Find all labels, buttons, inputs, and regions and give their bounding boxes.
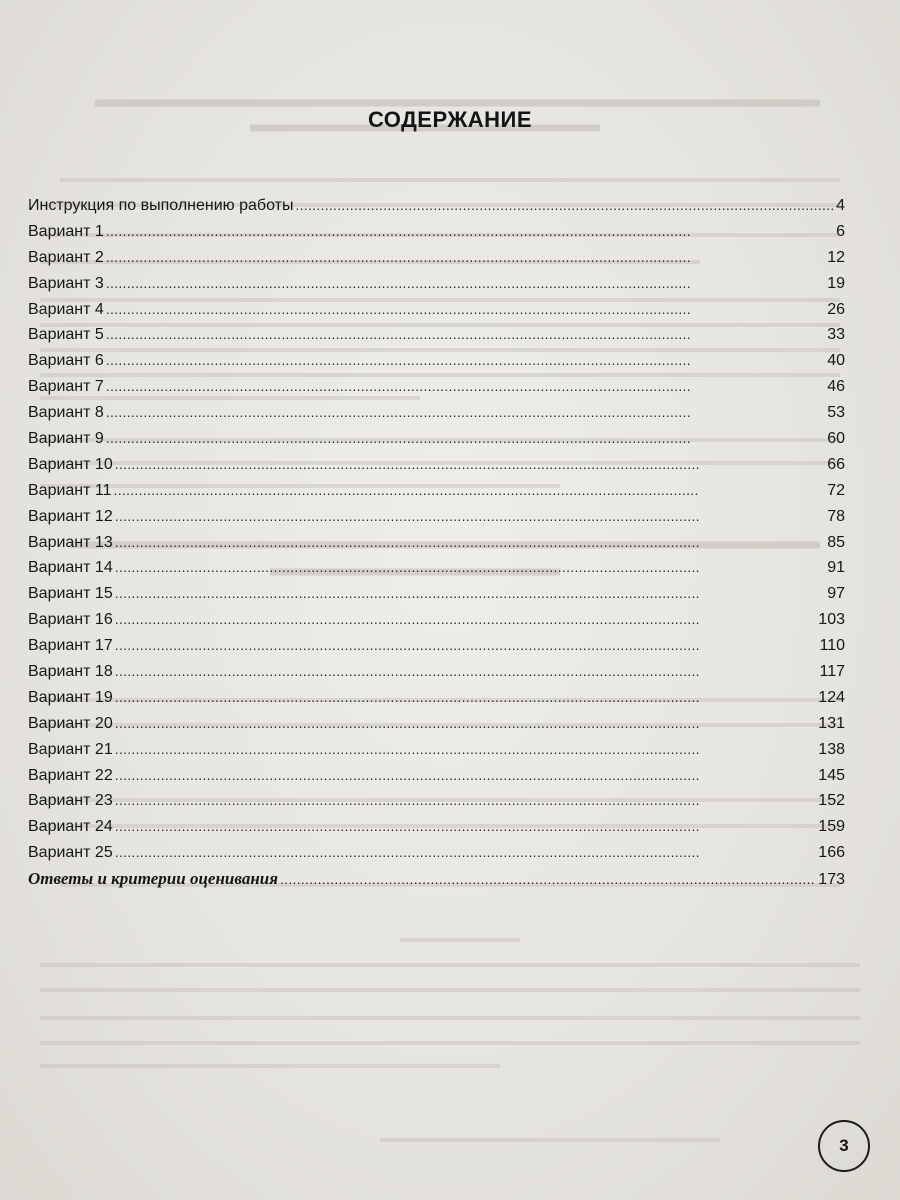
toc-entry-label: Вариант 12 [28, 507, 113, 525]
toc-entry-page: 117 [819, 663, 845, 681]
toc-dot-leader [115, 763, 817, 789]
toc-entry-label: Вариант 15 [28, 585, 113, 603]
toc-dot-leader [114, 478, 826, 504]
toc-dot-leader [115, 659, 818, 685]
toc-entry-label: Вариант 8 [28, 404, 104, 422]
toc-entry-page: 40 [827, 352, 845, 370]
toc-dot-leader [106, 322, 825, 348]
toc-entry-page: 53 [827, 404, 845, 422]
toc-entry-label: Вариант 14 [28, 559, 113, 577]
toc-entry-label: Вариант 16 [28, 611, 113, 629]
toc-entry [28, 322, 845, 348]
toc-dot-leader [115, 504, 825, 530]
toc-entry-label: Вариант 7 [28, 378, 104, 396]
toc-entry [28, 633, 845, 659]
toc-entry-label: Вариант 5 [28, 326, 104, 344]
toc-entry [28, 866, 845, 892]
toc-entry-page: 110 [819, 637, 845, 655]
toc-dot-leader [106, 400, 825, 426]
toc-entry [28, 711, 845, 737]
toc-entry [28, 737, 845, 763]
toc-dot-leader [106, 219, 834, 245]
toc-entry [28, 763, 845, 789]
toc-entry [28, 659, 845, 685]
toc-entry [28, 555, 845, 581]
toc-dot-leader [115, 530, 825, 556]
toc-entry-label: Вариант 18 [28, 663, 113, 681]
toc-entry-label: Инструкция по выполнению работы [28, 197, 294, 214]
toc-entry [28, 271, 845, 297]
toc-entry-page: 131 [818, 714, 845, 732]
toc-entry-page: 60 [827, 430, 845, 448]
toc-dot-leader [115, 814, 817, 840]
toc-entry-label: Вариант 25 [28, 844, 113, 862]
toc-entry-label: Вариант 6 [28, 352, 104, 370]
toc-dot-leader [115, 685, 817, 711]
toc-entry-label: Вариант 13 [28, 533, 113, 551]
toc-entry-label: Вариант 22 [28, 766, 113, 784]
toc-entry-page: 72 [827, 481, 845, 499]
toc-dot-leader [106, 271, 825, 297]
toc-entry-page: 145 [818, 766, 845, 784]
toc-entry-label: Вариант 11 [28, 481, 112, 499]
toc-entry-page: 19 [827, 274, 845, 292]
toc-entry [28, 193, 845, 219]
toc-entry-page: 103 [818, 611, 845, 629]
toc-entry-label: Вариант 10 [28, 455, 113, 473]
toc-entry [28, 814, 845, 840]
page-title: СОДЕРЖАНИЕ [367, 106, 533, 132]
toc-entry [28, 348, 845, 374]
toc-dot-leader [115, 711, 817, 737]
toc-entry [28, 245, 845, 271]
toc-entry-label: Вариант 4 [28, 300, 104, 318]
toc-entry-page: 26 [827, 300, 845, 318]
table-of-contents [28, 193, 845, 892]
toc-dot-leader [115, 633, 818, 659]
toc-entry [28, 297, 845, 323]
toc-dot-leader [280, 867, 816, 893]
toc-entry [28, 400, 845, 426]
toc-entry-page: 85 [827, 533, 845, 551]
toc-dot-leader [115, 737, 817, 763]
toc-entry-page: 6 [836, 222, 845, 240]
toc-entry-page: 152 [818, 792, 845, 810]
toc-dot-leader [106, 245, 825, 271]
toc-dot-leader [106, 374, 825, 400]
toc-entry-page: 159 [818, 818, 845, 836]
toc-entry-label: Вариант 9 [28, 430, 104, 448]
toc-entry [28, 219, 845, 245]
toc-entry [28, 504, 845, 530]
toc-dot-leader [295, 193, 834, 219]
toc-entry [28, 607, 845, 633]
toc-entry-page: 124 [818, 688, 845, 706]
toc-entry-label: Вариант 23 [28, 792, 113, 810]
toc-entry-page: 66 [827, 455, 845, 473]
toc-entry [28, 530, 845, 556]
toc-entry [28, 788, 845, 814]
toc-entry [28, 840, 845, 866]
toc-entry-page: 91 [827, 559, 845, 577]
toc-entry-page: 33 [827, 326, 845, 344]
toc-entry [28, 685, 845, 711]
toc-entry [28, 478, 845, 504]
toc-entry-page: 173 [818, 871, 845, 889]
toc-dot-leader [106, 426, 825, 452]
toc-entry-label: Вариант 3 [28, 274, 104, 292]
toc-entry [28, 426, 845, 452]
toc-entry-page: 4 [836, 197, 845, 214]
toc-dot-leader [106, 297, 825, 323]
toc-entry-page: 138 [818, 740, 845, 758]
toc-entry-label: Вариант 20 [28, 714, 113, 732]
toc-dot-leader [115, 555, 825, 581]
toc-dot-leader [106, 348, 825, 374]
toc-entry-label: Вариант 24 [28, 818, 113, 836]
toc-entry-page: 97 [827, 585, 845, 603]
toc-dot-leader [115, 788, 817, 814]
toc-entry [28, 452, 845, 478]
toc-dot-leader [115, 452, 825, 478]
toc-dot-leader [115, 581, 825, 607]
toc-entry-label: Вариант 1 [28, 222, 104, 240]
toc-entry [28, 374, 845, 400]
toc-entry-label: Ответы и критерии оценивания [28, 869, 278, 889]
page-number: 3 [839, 1136, 849, 1155]
toc-entry-page: 166 [818, 844, 845, 862]
toc-entry-page: 78 [827, 507, 845, 525]
toc-entry-page: 12 [827, 248, 845, 266]
toc-entry [28, 581, 845, 607]
toc-entry-label: Вариант 2 [28, 248, 104, 266]
toc-entry-label: Вариант 19 [28, 688, 113, 706]
page-number-badge [818, 1120, 870, 1172]
toc-entry-page: 46 [827, 378, 845, 396]
toc-dot-leader [115, 840, 817, 866]
toc-entry-label: Вариант 17 [28, 637, 113, 655]
toc-entry-label: Вариант 21 [28, 740, 113, 758]
toc-dot-leader [115, 607, 817, 633]
